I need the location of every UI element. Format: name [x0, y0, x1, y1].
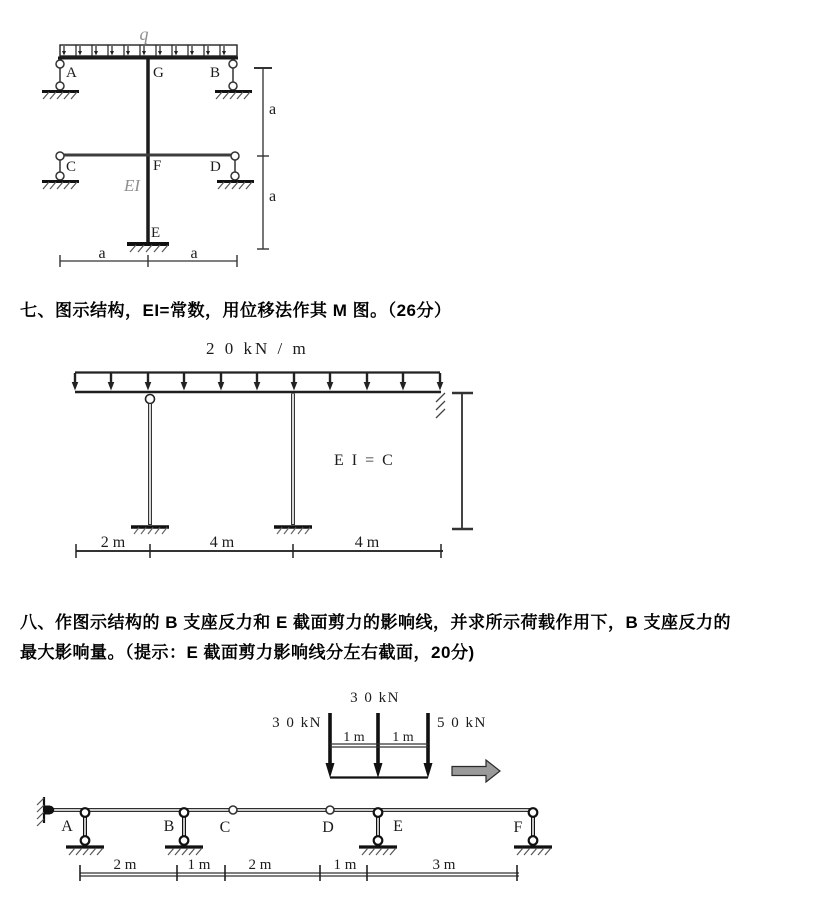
moving-load-group	[272, 690, 500, 782]
problem7-heading: 七、图示结构，EI=常数，用位移法作其 M 图。（26分）	[20, 301, 452, 320]
dim-label: 4 m	[354, 534, 380, 551]
load-label-middle: 3 0 kN	[350, 690, 400, 706]
internal-hinge-D-icon	[326, 806, 334, 814]
dim-label: 2 m	[248, 857, 272, 873]
node-label-F: F	[513, 819, 523, 836]
hinge-icon	[81, 836, 90, 845]
ground-hatch	[69, 848, 103, 855]
node-label-D: D	[210, 159, 221, 175]
problem8-heading-line2: 最大影响量。（提示：E 截面剪力影响线分左右截面，20分)	[20, 643, 475, 662]
load-label-left: 3 0 kN	[272, 715, 322, 731]
node-label-C: C	[219, 819, 231, 836]
node-label-B: B	[163, 818, 175, 835]
spacing-label: 1 m	[343, 730, 365, 745]
link-support-E	[359, 808, 397, 855]
dim-label: 1 m	[187, 857, 211, 873]
dimension-bottom	[80, 857, 519, 881]
hinge-icon	[180, 836, 189, 845]
node-label-F: F	[153, 158, 162, 174]
spacing-label: 1 m	[392, 730, 414, 745]
node-label-A: A	[66, 65, 77, 81]
dim-label: 2 m	[113, 857, 137, 873]
problem8-heading-line1: 八、作图示结构的 B 支座反力和 E 截面剪力的影响线，并求所示荷载作用下，B 支座反力的	[20, 613, 732, 632]
dim-label: 4 m	[209, 534, 235, 551]
hinge-icon	[374, 836, 383, 845]
hinge-icon	[81, 808, 90, 817]
node-label-E: E	[151, 225, 161, 241]
load-arrow-heads	[326, 763, 433, 778]
stiffness-label: E I = C	[334, 452, 395, 469]
node-label-C: C	[66, 159, 77, 175]
ground-hatch	[362, 848, 396, 855]
dim-label: a	[190, 245, 198, 262]
dim-label: a	[269, 188, 277, 205]
hinge-icon	[374, 808, 383, 817]
direction-arrow-icon	[452, 760, 500, 782]
ground-hatch	[517, 848, 551, 855]
hinge-icon	[180, 808, 189, 817]
node-label-G: G	[153, 65, 164, 81]
load-label-q: q	[139, 24, 149, 44]
node-label-D: D	[322, 819, 334, 836]
load-label-right: 5 0 kN	[437, 715, 487, 731]
ground-hatch	[168, 848, 202, 855]
dim-label: a	[269, 101, 277, 118]
hinge-icon	[529, 836, 538, 845]
load-label-20kNm: 2 0 kN / m	[206, 339, 309, 358]
dim-label: a	[98, 245, 106, 262]
dim-label: 3 m	[432, 857, 456, 873]
dim-label: 2 m	[100, 534, 126, 551]
internal-hinge-C-icon	[229, 806, 237, 814]
material-label-EI: EI	[123, 176, 141, 195]
node-label-A: A	[61, 818, 73, 835]
node-label-E: E	[393, 818, 403, 835]
pin-icon	[46, 806, 54, 814]
dim-label: 1 m	[333, 857, 357, 873]
wall-pin-support	[37, 797, 54, 826]
hinge-icon	[529, 808, 538, 817]
node-label-B: B	[210, 65, 221, 81]
